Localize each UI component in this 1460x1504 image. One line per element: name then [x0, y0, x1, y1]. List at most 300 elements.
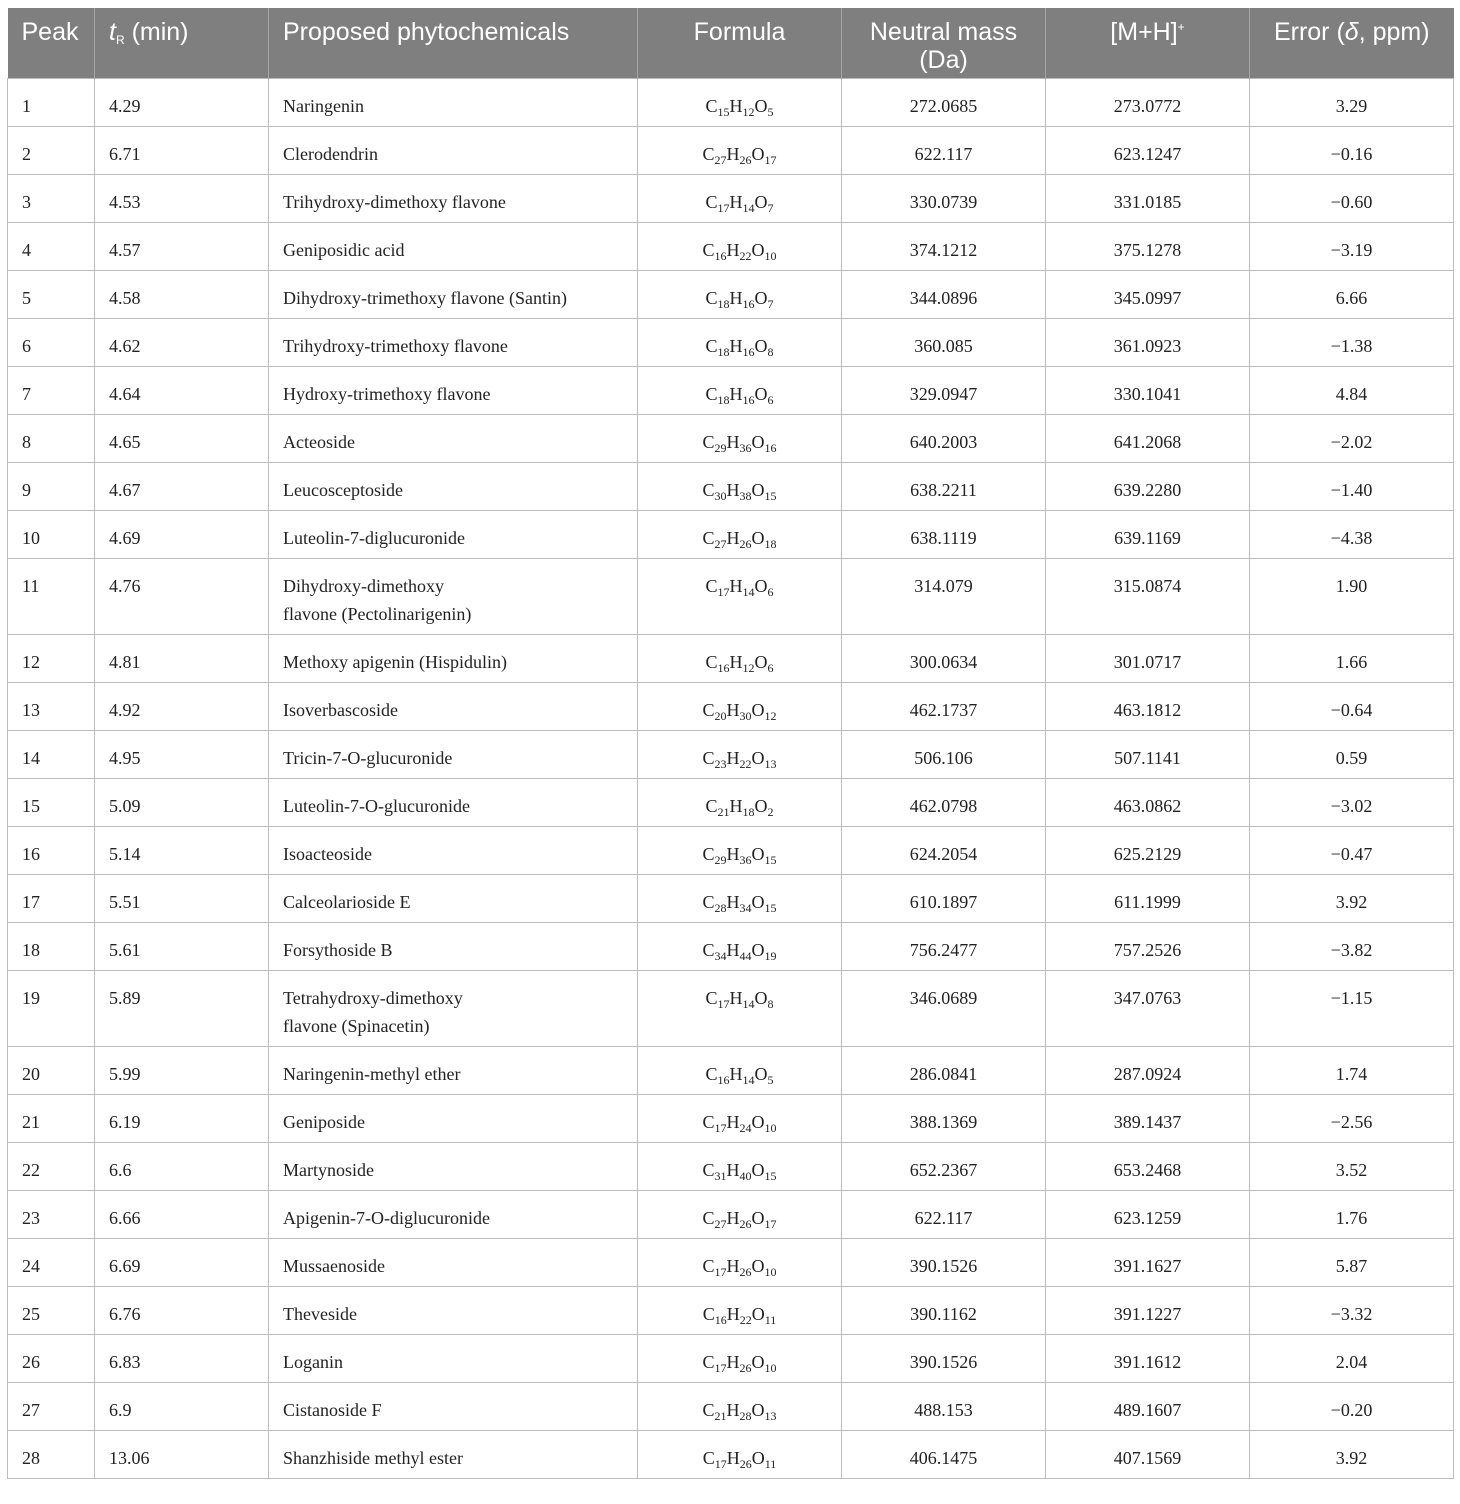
neutral-mass-cell: 640.2003	[842, 414, 1046, 462]
formula-cell	[638, 222, 842, 270]
peak-cell: 16	[8, 826, 95, 874]
formula-count: 12	[742, 104, 755, 119]
formula-element: H	[726, 891, 740, 912]
formula-element: O	[751, 527, 765, 548]
formula-element: C	[702, 1303, 715, 1324]
phytochemical-cell	[269, 510, 638, 558]
phytochemical-cell	[269, 318, 638, 366]
error-cell: −0.47	[1250, 826, 1454, 874]
phytochemical-cell	[269, 270, 638, 318]
phytochemical-name-line: Methoxy apigenin (Hispidulin)	[283, 651, 507, 672]
mh-cell: 347.0763	[1046, 970, 1250, 1046]
formula-element: O	[754, 335, 768, 356]
retention-time-cell: 5.51	[95, 874, 269, 922]
neutral-mass-cell: 330.0739	[842, 174, 1046, 222]
retention-time-cell: 5.61	[95, 922, 269, 970]
formula-count: 17	[714, 1360, 727, 1375]
header-error-delta: δ	[1344, 18, 1359, 46]
mh-cell: 623.1247	[1046, 126, 1250, 174]
formula-count: 5	[767, 1072, 774, 1087]
formula-count: 31	[714, 1168, 727, 1183]
formula-count: 14	[742, 584, 755, 599]
retention-time-cell: 4.58	[95, 270, 269, 318]
phytochemical-cell	[269, 414, 638, 462]
formula-count: 26	[739, 536, 752, 551]
retention-time-cell: 5.99	[95, 1046, 269, 1094]
formula-count: 23	[714, 756, 727, 771]
phytochemical-cell	[269, 558, 638, 634]
formula-element: H	[729, 1063, 743, 1084]
mh-cell: 623.1259	[1046, 1190, 1250, 1238]
formula-element: H	[726, 1399, 740, 1420]
table-row	[8, 1238, 1454, 1286]
neutral-mass-cell: 374.1212	[842, 222, 1046, 270]
formula-cell	[638, 1190, 842, 1238]
formula-cell	[638, 1286, 842, 1334]
error-cell: 6.66	[1250, 270, 1454, 318]
formula-count: 34	[739, 900, 752, 915]
retention-time-cell: 4.81	[95, 634, 269, 682]
formula-element: O	[751, 1207, 765, 1228]
formula-cell	[638, 174, 842, 222]
formula-element: C	[705, 335, 718, 356]
mh-cell: 407.1569	[1046, 1430, 1250, 1478]
table-row	[8, 1286, 1454, 1334]
header-formula: Formula	[638, 8, 842, 78]
neutral-mass-cell: 390.1526	[842, 1238, 1046, 1286]
table-row	[8, 1430, 1454, 1478]
peak-cell: 21	[8, 1094, 95, 1142]
peak-cell: 7	[8, 366, 95, 414]
mh-cell: 375.1278	[1046, 222, 1250, 270]
formula-element: H	[726, 527, 740, 548]
peak-cell: 5	[8, 270, 95, 318]
retention-time-cell: 4.67	[95, 462, 269, 510]
phytochemical-cell	[269, 222, 638, 270]
neutral-mass-cell: 638.2211	[842, 462, 1046, 510]
formula-count: 17	[764, 152, 777, 167]
peak-cell: 17	[8, 874, 95, 922]
formula-count: 18	[742, 804, 755, 819]
formula-count: 27	[714, 152, 727, 167]
mh-cell: 345.0997	[1046, 270, 1250, 318]
formula-cell	[638, 126, 842, 174]
retention-time-cell: 4.69	[95, 510, 269, 558]
table-row	[8, 682, 1454, 730]
phytochemical-cell	[269, 462, 638, 510]
peak-cell: 4	[8, 222, 95, 270]
formula-count: 16	[742, 344, 755, 359]
mh-cell: 391.1227	[1046, 1286, 1250, 1334]
formula-cell	[638, 922, 842, 970]
formula-count: 16	[764, 440, 777, 455]
formula-cell	[638, 366, 842, 414]
formula-cell	[638, 510, 842, 558]
header-row	[8, 8, 1454, 78]
phytochemical-name-line: Dihydroxy-dimethoxy	[283, 575, 444, 596]
table-row	[8, 270, 1454, 318]
neutral-mass-cell: 622.117	[842, 126, 1046, 174]
formula-element: H	[729, 383, 743, 404]
table-row	[8, 634, 1454, 682]
formula-element: H	[726, 1303, 740, 1324]
formula-element: O	[751, 843, 765, 864]
retention-time-cell: 4.29	[95, 78, 269, 126]
formula-element: C	[702, 1111, 715, 1132]
formula-element: O	[751, 239, 765, 260]
formula-element: H	[729, 987, 743, 1008]
formula-element: H	[726, 1255, 740, 1276]
peak-cell: 22	[8, 1142, 95, 1190]
formula-count: 28	[714, 900, 727, 915]
mh-cell: 489.1607	[1046, 1382, 1250, 1430]
mh-cell: 331.0185	[1046, 174, 1250, 222]
formula-element: C	[702, 891, 715, 912]
formula-element: C	[702, 479, 715, 500]
mh-cell: 389.1437	[1046, 1094, 1250, 1142]
phytochemical-name-line: Theveside	[283, 1303, 357, 1324]
mh-cell: 639.2280	[1046, 462, 1250, 510]
table-row	[8, 778, 1454, 826]
mh-cell: 330.1041	[1046, 366, 1250, 414]
formula-count: 26	[739, 1360, 752, 1375]
peak-cell: 18	[8, 922, 95, 970]
formula-element: O	[754, 287, 768, 308]
neutral-mass-cell: 300.0634	[842, 634, 1046, 682]
error-cell: −3.32	[1250, 1286, 1454, 1334]
formula-element: H	[726, 431, 740, 452]
phytochemical-cell	[269, 730, 638, 778]
phytochemical-cell	[269, 1094, 638, 1142]
neutral-mass-cell: 638.1119	[842, 510, 1046, 558]
table-row	[8, 414, 1454, 462]
error-cell: −2.02	[1250, 414, 1454, 462]
formula-element: C	[702, 1351, 715, 1372]
table-body	[8, 78, 1454, 1478]
formula-element: O	[751, 699, 765, 720]
error-cell: −4.38	[1250, 510, 1454, 558]
formula-count: 21	[717, 804, 730, 819]
table-row	[8, 970, 1454, 1046]
retention-time-cell: 5.14	[95, 826, 269, 874]
formula-count: 16	[714, 1312, 727, 1327]
peak-cell: 3	[8, 174, 95, 222]
formula-element: C	[702, 699, 715, 720]
formula-count: 15	[764, 852, 777, 867]
formula-count: 22	[739, 756, 752, 771]
table-row	[8, 1334, 1454, 1382]
retention-time-cell: 4.53	[95, 174, 269, 222]
retention-time-cell: 6.71	[95, 126, 269, 174]
formula-element: C	[702, 431, 715, 452]
formula-count: 17	[714, 1120, 727, 1135]
formula-cell	[638, 1334, 842, 1382]
phytochemical-cell	[269, 1046, 638, 1094]
peak-cell: 1	[8, 78, 95, 126]
formula-count: 15	[717, 104, 730, 119]
formula-element: O	[751, 1255, 765, 1276]
formula-count: 26	[739, 152, 752, 167]
table-row	[8, 78, 1454, 126]
mh-cell: 391.1627	[1046, 1238, 1250, 1286]
table-row	[8, 922, 1454, 970]
formula-cell	[638, 826, 842, 874]
formula-element: H	[726, 843, 740, 864]
table-row	[8, 126, 1454, 174]
formula-count: 5	[767, 104, 774, 119]
phytochemical-name-line: Tricin-7-O-glucuronide	[283, 747, 453, 768]
formula-cell	[638, 1142, 842, 1190]
error-cell: −0.16	[1250, 126, 1454, 174]
formula-count: 22	[739, 1312, 752, 1327]
formula-element: O	[751, 1399, 765, 1420]
phytochemical-name-line: Luteolin-7-diglucuronide	[283, 527, 465, 548]
table-row	[8, 1382, 1454, 1430]
retention-time-cell: 4.57	[95, 222, 269, 270]
retention-time-cell: 6.66	[95, 1190, 269, 1238]
formula-count: 2	[767, 804, 774, 819]
mh-cell: 463.1812	[1046, 682, 1250, 730]
error-cell: −0.60	[1250, 174, 1454, 222]
phytochemical-name-line: flavone (Spinacetin)	[283, 1015, 430, 1036]
formula-element: H	[729, 287, 743, 308]
table-row	[8, 874, 1454, 922]
formula-element: H	[726, 699, 740, 720]
formula-element: C	[702, 143, 715, 164]
neutral-mass-cell: 506.106	[842, 730, 1046, 778]
phytochemical-name-line: Cistanoside F	[283, 1399, 382, 1420]
formula-cell	[638, 970, 842, 1046]
table-container	[7, 8, 1453, 1479]
retention-time-cell: 6.76	[95, 1286, 269, 1334]
formula-element: O	[754, 575, 768, 596]
formula-element: H	[726, 1111, 740, 1132]
header-neutral-line2: (Da)	[919, 46, 968, 74]
error-cell: −1.40	[1250, 462, 1454, 510]
phytochemical-name-line: Geniposide	[283, 1111, 365, 1132]
formula-element: O	[754, 987, 768, 1008]
formula-count: 7	[767, 296, 774, 311]
formula-count: 18	[717, 392, 730, 407]
formula-element: O	[751, 1351, 765, 1372]
peak-cell: 9	[8, 462, 95, 510]
formula-element: C	[702, 1207, 715, 1228]
formula-count: 13	[764, 1408, 777, 1423]
formula-cell	[638, 778, 842, 826]
formula-count: 10	[764, 1264, 777, 1279]
formula-element: O	[751, 891, 765, 912]
retention-time-cell: 13.06	[95, 1430, 269, 1478]
mh-cell: 287.0924	[1046, 1046, 1250, 1094]
table-row	[8, 730, 1454, 778]
phytochemical-cell	[269, 874, 638, 922]
error-cell: −1.38	[1250, 318, 1454, 366]
formula-count: 40	[739, 1168, 752, 1183]
formula-element: O	[751, 1303, 765, 1324]
mh-cell: 361.0923	[1046, 318, 1250, 366]
formula-element: C	[705, 1063, 718, 1084]
retention-time-cell: 4.95	[95, 730, 269, 778]
peak-cell: 23	[8, 1190, 95, 1238]
formula-count: 29	[714, 852, 727, 867]
error-cell: 3.29	[1250, 78, 1454, 126]
phytochemical-name-line: Forsythoside B	[283, 939, 393, 960]
mh-cell: 611.1999	[1046, 874, 1250, 922]
mh-cell: 641.2068	[1046, 414, 1250, 462]
formula-cell	[638, 78, 842, 126]
peak-cell: 25	[8, 1286, 95, 1334]
formula-element: C	[705, 795, 718, 816]
phytochemical-name-line: Calceolarioside E	[283, 891, 411, 912]
mh-cell: 507.1141	[1046, 730, 1250, 778]
formula-element: C	[702, 1159, 715, 1180]
formula-element: O	[751, 1111, 765, 1132]
neutral-mass-cell: 390.1526	[842, 1334, 1046, 1382]
retention-time-cell: 6.83	[95, 1334, 269, 1382]
phytochemical-name-line: Isoverbascoside	[283, 699, 398, 720]
formula-element: C	[702, 1447, 715, 1468]
formula-count: 8	[767, 996, 774, 1011]
formula-count: 30	[714, 488, 727, 503]
phytochemical-name-line: Mussaenoside	[283, 1255, 385, 1276]
formula-element: H	[726, 939, 740, 960]
formula-count: 10	[764, 1120, 777, 1135]
neutral-mass-cell: 756.2477	[842, 922, 1046, 970]
formula-element: C	[705, 383, 718, 404]
neutral-mass-cell: 314.079	[842, 558, 1046, 634]
table-row	[8, 1190, 1454, 1238]
phytochemicals-table	[7, 8, 1454, 1479]
neutral-mass-cell: 286.0841	[842, 1046, 1046, 1094]
formula-count: 21	[714, 1408, 727, 1423]
peak-cell: 11	[8, 558, 95, 634]
formula-element: C	[702, 1399, 715, 1420]
formula-element: C	[702, 1255, 715, 1276]
header-neutral-mass	[842, 8, 1046, 78]
formula-count: 17	[717, 200, 730, 215]
peak-cell: 24	[8, 1238, 95, 1286]
neutral-mass-cell: 329.0947	[842, 366, 1046, 414]
neutral-mass-cell: 406.1475	[842, 1430, 1046, 1478]
formula-cell	[638, 634, 842, 682]
error-cell: 1.90	[1250, 558, 1454, 634]
formula-count: 16	[742, 392, 755, 407]
header-mh-superscript: +	[1177, 20, 1185, 34]
phytochemical-cell	[269, 126, 638, 174]
formula-element: C	[705, 191, 718, 212]
table-row	[8, 366, 1454, 414]
formula-element: H	[729, 575, 743, 596]
retention-time-cell: 4.65	[95, 414, 269, 462]
formula-count: 44	[739, 948, 752, 963]
formula-count: 26	[739, 1264, 752, 1279]
header-neutral-line1: Neutral mass	[869, 18, 1018, 46]
formula-cell	[638, 462, 842, 510]
neutral-mass-cell: 652.2367	[842, 1142, 1046, 1190]
neutral-mass-cell: 622.117	[842, 1190, 1046, 1238]
error-cell: 1.76	[1250, 1190, 1454, 1238]
header-tr-unit: (min)	[124, 18, 189, 46]
formula-count: 14	[742, 200, 755, 215]
error-cell: 4.84	[1250, 366, 1454, 414]
formula-element: H	[729, 191, 743, 212]
error-cell: 0.59	[1250, 730, 1454, 778]
error-cell: 3.92	[1250, 874, 1454, 922]
error-cell: −1.15	[1250, 970, 1454, 1046]
formula-count: 7	[767, 200, 774, 215]
phytochemical-cell	[269, 78, 638, 126]
formula-element: O	[751, 1159, 765, 1180]
error-cell: −3.02	[1250, 778, 1454, 826]
phytochemical-name-line: Luteolin-7-O-glucuronide	[283, 795, 470, 816]
formula-count: 30	[739, 708, 752, 723]
header-retention-time	[95, 8, 269, 78]
formula-count: 14	[742, 996, 755, 1011]
formula-count: 20	[714, 708, 727, 723]
formula-element: O	[751, 747, 765, 768]
formula-count: 12	[742, 660, 755, 675]
header-error	[1250, 8, 1454, 78]
error-cell: 2.04	[1250, 1334, 1454, 1382]
formula-element: C	[702, 747, 715, 768]
peak-cell: 8	[8, 414, 95, 462]
phytochemical-cell	[269, 174, 638, 222]
header-phytochemicals: Proposed phytochemicals	[269, 8, 638, 78]
phytochemical-name-line: Geniposidic acid	[283, 239, 405, 260]
formula-element: C	[702, 527, 715, 548]
formula-count: 26	[739, 1216, 752, 1231]
formula-element: O	[754, 651, 768, 672]
header-tr-subscript: R	[115, 33, 125, 47]
table-header	[8, 8, 1454, 78]
header-peak: Peak	[8, 8, 95, 78]
phytochemical-cell	[269, 778, 638, 826]
formula-cell	[638, 1238, 842, 1286]
phytochemical-name-line: Shanzhiside methyl ester	[283, 1447, 463, 1468]
formula-count: 11	[764, 1456, 777, 1471]
formula-cell	[638, 318, 842, 366]
formula-count: 17	[714, 1456, 727, 1471]
phytochemical-name-line: Naringenin-methyl ether	[283, 1063, 461, 1084]
formula-count: 14	[742, 1072, 755, 1087]
phytochemical-cell	[269, 1142, 638, 1190]
formula-element: O	[751, 479, 765, 500]
formula-count: 15	[764, 900, 777, 915]
formula-element: C	[702, 843, 715, 864]
header-error-pre: Error (	[1273, 18, 1345, 46]
mh-cell: 639.1169	[1046, 510, 1250, 558]
formula-count: 18	[717, 296, 730, 311]
table-row	[8, 318, 1454, 366]
retention-time-cell: 4.62	[95, 318, 269, 366]
mh-cell: 301.0717	[1046, 634, 1250, 682]
formula-cell	[638, 1382, 842, 1430]
formula-count: 27	[714, 1216, 727, 1231]
formula-count: 10	[764, 248, 777, 263]
formula-element: H	[726, 1159, 740, 1180]
mh-cell: 653.2468	[1046, 1142, 1250, 1190]
mh-cell: 391.1612	[1046, 1334, 1250, 1382]
table-row	[8, 510, 1454, 558]
peak-cell: 28	[8, 1430, 95, 1478]
formula-count: 8	[767, 344, 774, 359]
formula-element: O	[751, 1447, 765, 1468]
table-row	[8, 462, 1454, 510]
formula-element: O	[751, 431, 765, 452]
mh-cell: 625.2129	[1046, 826, 1250, 874]
retention-time-cell: 5.89	[95, 970, 269, 1046]
formula-count: 18	[717, 344, 730, 359]
